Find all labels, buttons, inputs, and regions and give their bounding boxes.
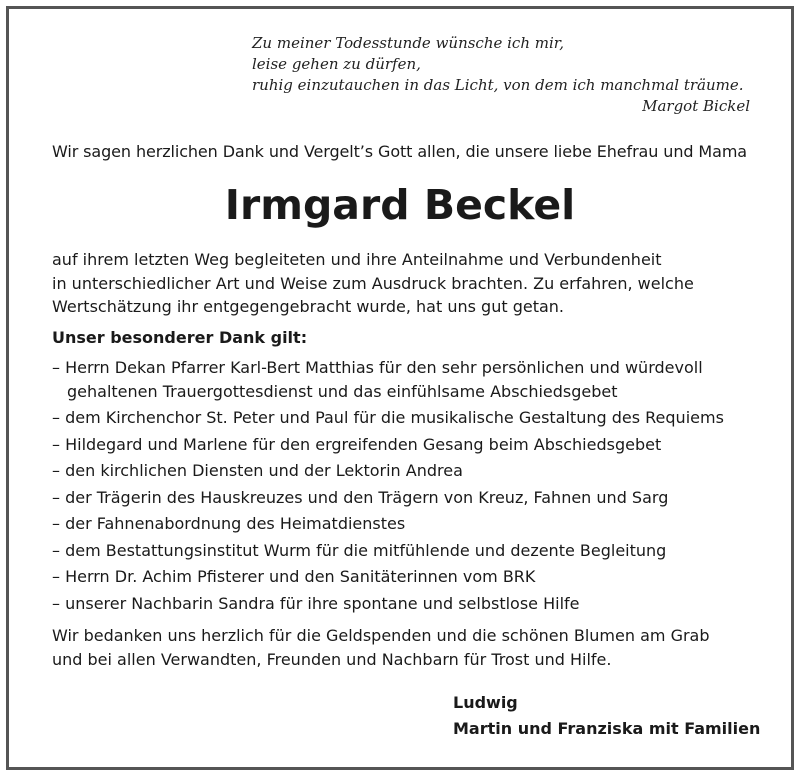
deceased-name: Irmgard Beckel <box>224 181 576 229</box>
list-item-text: – den kirchlichen Diensten und der Lektorin Andrea <box>52 461 463 480</box>
list-item <box>52 355 762 405</box>
paragraph-line: Wertschätzung ihr entgegengebracht wurde, hat uns gut getan. <box>52 297 564 316</box>
list-item <box>52 511 762 538</box>
poem-line: leise gehen zu dürfen, <box>252 55 421 73</box>
list-item <box>52 458 762 485</box>
paragraph-line: und bei allen Verwandten, Freunden und Nachbarn für Trost und Hilfe. <box>52 649 612 669</box>
paragraph-closing <box>52 624 752 671</box>
list-item-text: – unserer Nachbarin Sandra für ihre spontane und selbstlose Hilfe <box>52 593 580 613</box>
list-item-continuation: gehaltenen Trauergottesdienst und das einfühlsame Abschiedsgebet <box>67 381 618 401</box>
paragraph-acknowledgement <box>52 248 752 319</box>
list-item-text: – der Fahnenabordnung des Heimatdienstes <box>52 514 406 533</box>
signature-block <box>453 690 760 742</box>
special-thanks-heading: Unser besonderer Dank gilt: <box>52 328 308 347</box>
list-item-text: – dem Bestattungsinstitut Wurm für die mitfühlende und dezente Begleitung <box>52 540 667 560</box>
list-item <box>52 591 762 618</box>
list-item <box>52 485 762 512</box>
poem-author: Margot Bickel <box>642 97 750 115</box>
poem-quote <box>252 33 750 117</box>
list-item-text: – Hildegard und Marlene für den ergreifenden Gesang beim Abschiedsgebet <box>52 434 662 454</box>
list-item <box>52 564 762 591</box>
poem-line: Zu meiner Todesstunde wünsche ich mir, <box>252 34 565 52</box>
signature-line: Ludwig <box>453 693 518 712</box>
list-item <box>52 405 762 432</box>
signature-line: Martin und Franziska mit Familien <box>453 719 761 738</box>
paragraph-line: in unterschiedlicher Art und Weise zum Ausdruck brachten. Zu erfahren, welche <box>52 273 694 293</box>
poem-line: ruhig einzutauchen in das Licht, von dem ich manchmal träume. <box>252 76 744 94</box>
paragraph-line: auf ihrem letzten Weg begleiteten und ihre Anteilnahme und Verbundenheit <box>52 250 662 269</box>
list-item-text: – Herrn Dr. Achim Pfisterer und den Sanitäterinnen vom BRK <box>52 567 536 586</box>
list-item-text: – der Trägerin des Hauskreuzes und den Trägern von Kreuz, Fahnen und Sarg <box>52 487 669 507</box>
thanks-list <box>52 355 762 617</box>
list-item-text: – dem Kirchenchor St. Peter und Paul für die musikalische Gestaltung des Requiems <box>52 408 724 427</box>
list-item-text: – Herrn Dekan Pfarrer Karl-Bert Matthias für den sehr persönlichen und würdevoll <box>52 358 703 377</box>
intro-text: Wir sagen herzlichen Dank und Vergelt’s Gott allen, die unsere liebe Ehefrau und Mama <box>52 142 748 161</box>
paragraph-line: Wir bedanken uns herzlich für die Geldspenden und die schönen Blumen am Grab <box>52 626 710 645</box>
list-item <box>52 432 762 459</box>
list-item <box>52 538 762 565</box>
